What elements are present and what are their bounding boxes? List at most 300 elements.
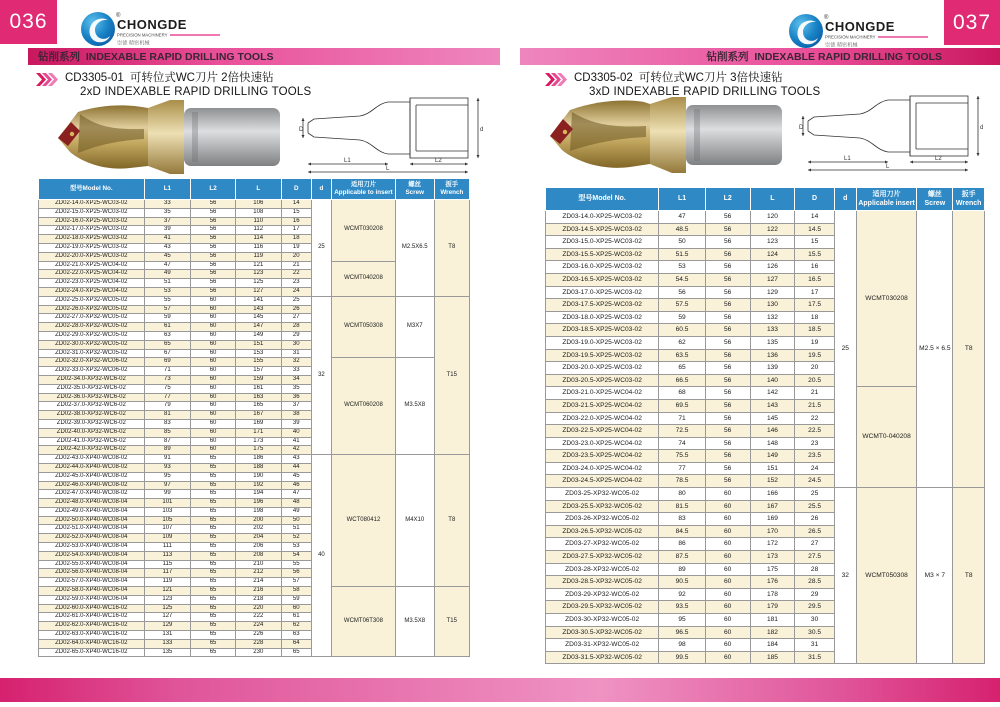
table-cell: 65 [191, 560, 236, 569]
chevron-right-icon [545, 73, 567, 86]
table-cell: ZD02-47.0-XP40-WC08-02 [39, 490, 145, 499]
column-header: L [750, 188, 795, 211]
table-cell: 22.5 [795, 425, 835, 438]
table-cell: 62 [281, 622, 311, 631]
table-cell: 200 [235, 516, 281, 525]
table-row [39, 455, 470, 464]
logo-chinese-text: 崇德 精密机械 [117, 40, 150, 47]
table-cell: 155 [235, 358, 281, 367]
table-cell: 81 [144, 411, 191, 420]
table-cell: 145 [235, 314, 281, 323]
table-cell: 119 [144, 578, 191, 587]
table-cell: 122 [750, 223, 795, 236]
table-cell: 19 [795, 336, 835, 349]
table-cell: 49 [144, 270, 191, 279]
column-header: L1 [144, 179, 191, 200]
dim-label-L: L [886, 164, 890, 170]
table-cell: 171 [235, 428, 281, 437]
table-cell: ZD02-27.0-XP32-WC05-02 [39, 314, 145, 323]
table-cell: 56 [705, 437, 750, 450]
product-title-zh: 可转位式WC刀片 2倍快速钻 [129, 72, 274, 84]
table-cell: 190 [235, 472, 281, 481]
table-cell: 16 [795, 261, 835, 274]
table-cell: 63.5 [659, 349, 706, 362]
table-cell: 116 [235, 243, 281, 252]
table-cell: 65 [191, 613, 236, 622]
drill-photo [542, 92, 800, 185]
table-cell: 65 [191, 648, 236, 657]
table-cell: ZD02-26.0-XP32-WC05-02 [39, 305, 145, 314]
table-cell: 60 [191, 437, 236, 446]
table-cell: ZD02-61.0-XP40-WC16-02 [39, 613, 145, 622]
table-cell: 60 [191, 340, 236, 349]
table-cell: 166 [750, 488, 795, 501]
table-cell: 198 [235, 507, 281, 516]
table-cell: 56 [705, 273, 750, 286]
table-cell: 228 [235, 639, 281, 648]
table-row [39, 587, 470, 596]
table-cell: 65 [191, 543, 236, 552]
d-cell: 25 [834, 211, 856, 488]
table-cell: 31.5 [795, 651, 835, 664]
table-cell: 60 [705, 551, 750, 564]
table-cell: 41 [281, 437, 311, 446]
table-cell: ZD02-57.0-XP40-WC08-04 [39, 578, 145, 587]
table-cell: 60 [191, 384, 236, 393]
table-cell: 142 [750, 387, 795, 400]
table-cell: 53 [144, 287, 191, 296]
table-cell: 65 [191, 622, 236, 631]
product-code-title [574, 71, 820, 85]
table-cell: 22 [795, 412, 835, 425]
table-cell: 117 [144, 569, 191, 578]
table-cell: 146 [750, 425, 795, 438]
table-cell: 81.5 [659, 500, 706, 513]
table-cell: 60 [705, 639, 750, 652]
table-cell: 107 [144, 525, 191, 534]
table-cell: 56 [705, 248, 750, 261]
table-row [546, 488, 985, 501]
product-title-en: 2xD INDEXABLE RAPID DRILLING TOOLS [80, 86, 312, 99]
table-cell: 56 [191, 270, 236, 279]
table-cell: 21 [795, 387, 835, 400]
table-cell: ZD02-18.0-XP25-WC03-02 [39, 235, 145, 244]
table-cell: 222 [235, 613, 281, 622]
table-cell: 58 [281, 587, 311, 596]
table-cell: ZD03-27.5-XP32-WC05-02 [546, 551, 659, 564]
table-cell: 60 [191, 393, 236, 402]
table-cell: 84.5 [659, 525, 706, 538]
dim-label-L2: L2 [935, 156, 942, 162]
wrench-cell: T8 [953, 488, 985, 664]
table-cell: 21 [281, 261, 311, 270]
table-cell: 17 [795, 286, 835, 299]
table-cell: ZD02-44.0-XP40-WC08-02 [39, 463, 145, 472]
table-cell: 136 [750, 349, 795, 362]
table-cell: 47 [659, 211, 706, 224]
table-cell: ZD02-24.0-XP25-WC04-02 [39, 287, 145, 296]
table-cell: ZD03-25-XP32-WC05-02 [546, 488, 659, 501]
table-cell: 48 [281, 499, 311, 508]
table-cell: 65 [191, 507, 236, 516]
table-cell: 17 [281, 226, 311, 235]
table-cell: 135 [144, 648, 191, 657]
table-cell: 173 [750, 551, 795, 564]
table-cell: ZD02-32.0-XP32-WC06-02 [39, 358, 145, 367]
table-cell: 83 [659, 513, 706, 526]
table-cell: 210 [235, 560, 281, 569]
table-cell: ZD03-29-XP32-WC05-02 [546, 588, 659, 601]
table-cell: 77 [659, 462, 706, 475]
table-cell: 92 [659, 588, 706, 601]
table-cell: 66.5 [659, 374, 706, 387]
table-cell: ZD03-30-XP32-WC05-02 [546, 614, 659, 627]
table-cell: 56 [191, 243, 236, 252]
table-cell: 60 [191, 314, 236, 323]
table-cell: ZD02-34.0-XP32-WC6-02 [39, 375, 145, 384]
table-cell: 188 [235, 463, 281, 472]
table-cell: 26 [281, 305, 311, 314]
table-cell: 19 [281, 243, 311, 252]
table-cell: 47 [281, 490, 311, 499]
table-cell: ZD02-33.0-XP32-WC06-02 [39, 367, 145, 376]
insert-cell: WCT080412 [332, 455, 396, 587]
table-cell: ZD02-39.0-XP32-WC6-02 [39, 419, 145, 428]
table-cell: 60 [705, 626, 750, 639]
table-cell: 20.5 [795, 374, 835, 387]
table-cell: 60 [705, 513, 750, 526]
table-cell: 149 [750, 450, 795, 463]
catalog-page-right [500, 0, 1000, 707]
table-cell: 56 [191, 261, 236, 270]
table-cell: 60 [705, 651, 750, 664]
table-cell: ZD03-28.5-XP32-WC05-02 [546, 576, 659, 589]
table-cell: 89 [144, 446, 191, 455]
table-cell: 56 [705, 399, 750, 412]
table-cell: ZD02-30.0-XP32-WC05-02 [39, 340, 145, 349]
table-cell: ZD03-18.5-XP25-WC03-02 [546, 324, 659, 337]
table-cell: 123 [144, 595, 191, 604]
dim-label-L1: L1 [344, 158, 351, 164]
table-cell: 27 [281, 314, 311, 323]
table-cell: 135 [750, 336, 795, 349]
table-cell: ZD02-65.0-XP40-WC16-02 [39, 648, 145, 657]
table-cell: 87 [144, 437, 191, 446]
table-cell: 56 [705, 387, 750, 400]
table-cell: 49 [281, 507, 311, 516]
table-cell: ZD03-19.5-XP25-WC03-02 [546, 349, 659, 362]
column-header: L [235, 179, 281, 200]
wrench-cell: T8 [434, 455, 469, 587]
table-cell: ZD03-22.0-XP25-WC04-02 [546, 412, 659, 425]
insert-cell: WCMT060208 [332, 358, 396, 455]
table-cell: 119 [235, 252, 281, 261]
column-header: 螺丝 Screw [395, 179, 434, 200]
table-cell: 50 [281, 516, 311, 525]
table-cell: 55 [281, 560, 311, 569]
table-cell: 52 [281, 534, 311, 543]
d-cell: 40 [311, 455, 331, 657]
logo-tagline: PRECISION MACHINERY [825, 34, 876, 40]
wrench-cell: T8 [434, 200, 469, 297]
table-cell: 40 [281, 428, 311, 437]
table-cell: 60 [191, 446, 236, 455]
table-cell: 63 [281, 631, 311, 640]
table-cell: 127 [750, 273, 795, 286]
table-cell: 65 [191, 551, 236, 560]
dim-label-D: D [299, 127, 304, 133]
table-header-row [546, 188, 985, 211]
registered-mark: ® [824, 15, 829, 21]
column-header: 型号Model No. [39, 179, 145, 200]
table-cell: ZD02-58.0-XP40-WC06-04 [39, 587, 145, 596]
table-cell: 50 [659, 236, 706, 249]
table-cell: 16 [281, 217, 311, 226]
table-cell: 60 [705, 576, 750, 589]
table-cell: ZD03-23.0-XP25-WC04-02 [546, 437, 659, 450]
table-cell: 123 [750, 236, 795, 249]
table-cell: 148 [750, 437, 795, 450]
shank-notch [192, 112, 198, 162]
table-cell: 15 [281, 208, 311, 217]
table-cell: 26.5 [795, 525, 835, 538]
table-cell: 33 [144, 200, 191, 209]
table-cell: 34 [281, 375, 311, 384]
table-cell: 45 [281, 472, 311, 481]
table-cell: 60 [191, 305, 236, 314]
table-cell: ZD02-60.0-XP40-WC16-02 [39, 604, 145, 613]
table-cell: 105 [144, 516, 191, 525]
column-header: L2 [191, 179, 236, 200]
table-cell: 60 [705, 488, 750, 501]
table-cell: 24.5 [795, 475, 835, 488]
table-cell: ZD03-22.5-XP25-WC04-02 [546, 425, 659, 438]
table-cell: 103 [144, 507, 191, 516]
column-header: 扳手 Wrench [434, 179, 469, 200]
table-cell: 60 [705, 500, 750, 513]
table-cell: 56 [705, 299, 750, 312]
table-cell: 75 [144, 384, 191, 393]
table-cell: 147 [235, 323, 281, 332]
series-bar [28, 48, 500, 65]
table-cell: 131 [144, 631, 191, 640]
table-cell: 169 [235, 419, 281, 428]
table-cell: 30 [795, 614, 835, 627]
table-cell: 140 [750, 374, 795, 387]
table-cell: 65 [191, 569, 236, 578]
table-cell: 176 [750, 576, 795, 589]
table-cell: 35 [281, 384, 311, 393]
table-cell: 120 [750, 211, 795, 224]
table-cell: ZD02-19.0-XP25-WC03-02 [39, 243, 145, 252]
table-cell: 56 [191, 217, 236, 226]
table-cell: 45 [144, 252, 191, 261]
table-row [39, 296, 470, 305]
table-cell: 65 [191, 631, 236, 640]
table-cell: 132 [750, 311, 795, 324]
table-cell: 56 [705, 412, 750, 425]
table-cell: 194 [235, 490, 281, 499]
table-cell: 36 [281, 393, 311, 402]
table-cell: 65 [191, 639, 236, 648]
table-cell: ZD03-15.5-XP25-WC03-02 [546, 248, 659, 261]
table-cell: 18.5 [795, 324, 835, 337]
table-cell: 111 [144, 543, 191, 552]
insert-cell: WCMT040208 [332, 261, 396, 296]
column-header: L1 [659, 188, 706, 211]
table-cell: 178 [750, 588, 795, 601]
table-cell: 208 [235, 551, 281, 560]
shank-notch [694, 109, 700, 161]
table-cell: 151 [235, 340, 281, 349]
table-cell: 113 [144, 551, 191, 560]
table-cell: ZD02-64.0-XP40-WC16-02 [39, 639, 145, 648]
table-cell: ZD03-23.5-XP25-WC04-02 [546, 450, 659, 463]
table-cell: 60 [191, 296, 236, 305]
table-cell: ZD03-20.5-XP25-WC03-02 [546, 374, 659, 387]
page-number-badge: 036 [0, 0, 57, 44]
table-cell: 79 [144, 402, 191, 411]
table-cell: ZD03-16.0-XP25-WC03-02 [546, 261, 659, 274]
table-cell: 214 [235, 578, 281, 587]
table-cell: 14 [795, 211, 835, 224]
dimension-drawing [796, 90, 988, 179]
table-cell: 59 [659, 311, 706, 324]
table-cell: 41 [144, 235, 191, 244]
table-cell: 56 [705, 462, 750, 475]
table-cell: ZD02-48.0-XP40-WC08-04 [39, 499, 145, 508]
table-cell: 28.5 [795, 576, 835, 589]
table-cell: ZD02-31.0-XP32-WC05-02 [39, 349, 145, 358]
table-cell: 129 [750, 286, 795, 299]
table-cell: 51 [144, 279, 191, 288]
table-cell: 48.5 [659, 223, 706, 236]
table-cell: 124 [750, 248, 795, 261]
table-cell: 226 [235, 631, 281, 640]
bottom-accent-bar [0, 678, 1000, 702]
table-cell: ZD03-31.5-XP32-WC05-02 [546, 651, 659, 664]
table-cell: 23 [795, 437, 835, 450]
table-cell: 60 [705, 614, 750, 627]
table-cell: 60 [705, 563, 750, 576]
spec-table-3xd [545, 187, 985, 664]
logo-brand-text: CHONGDE [117, 17, 187, 32]
product-code-title [65, 71, 311, 85]
table-cell: 196 [235, 499, 281, 508]
table-cell: 23 [281, 279, 311, 288]
table-cell: 51.5 [659, 248, 706, 261]
insert-cell: WCMT030208 [856, 211, 917, 387]
spec-table-2xd [38, 178, 470, 657]
table-cell: 60.5 [659, 324, 706, 337]
table-cell: 91 [144, 455, 191, 464]
dim-label-d: d [480, 127, 484, 133]
table-cell: 43 [144, 243, 191, 252]
table-cell: 27.5 [795, 551, 835, 564]
product-code: CD3305-01 [65, 72, 124, 84]
table-cell: 19.5 [795, 349, 835, 362]
table-cell: 56 [705, 450, 750, 463]
table-cell: 101 [144, 499, 191, 508]
table-cell: 56 [705, 349, 750, 362]
table-cell: 170 [750, 525, 795, 538]
table-cell: 30.5 [795, 626, 835, 639]
brand-logo [80, 8, 230, 53]
table-cell: 18 [795, 311, 835, 324]
table-cell: 167 [235, 411, 281, 420]
table-cell: 56 [705, 211, 750, 224]
table-cell: 53 [281, 543, 311, 552]
table-cell: 60 [191, 367, 236, 376]
table-cell: ZD02-38.0-XP32-WC6-02 [39, 411, 145, 420]
table-cell: 216 [235, 587, 281, 596]
table-cell: 77 [144, 393, 191, 402]
column-header: 适用刀片 Applicable to insert [332, 179, 396, 200]
table-cell: ZD02-15.0-XP25-WC03-02 [39, 208, 145, 217]
table-cell: ZD02-41.0-XP32-WC6-02 [39, 437, 145, 446]
series-bar [520, 48, 1000, 65]
table-cell: 130 [750, 299, 795, 312]
table-cell: 29 [795, 588, 835, 601]
table-cell: 60 [191, 375, 236, 384]
column-header: L2 [705, 188, 750, 211]
column-header: 型号Model No. [546, 188, 659, 211]
table-cell: 17.5 [795, 299, 835, 312]
table-cell: ZD02-55.0-XP40-WC08-04 [39, 560, 145, 569]
table-cell: 65 [191, 481, 236, 490]
table-cell: 172 [750, 538, 795, 551]
table-cell: 184 [750, 639, 795, 652]
screw-cell: M3.5X8 [395, 587, 434, 657]
table-cell: 28 [281, 323, 311, 332]
table-cell: 60 [191, 419, 236, 428]
table-cell: ZD02-42.0-XP32-WC6-02 [39, 446, 145, 455]
product-title-zh: 可转位式WC刀片 3倍快速钻 [638, 72, 783, 84]
table-cell: 56 [191, 279, 236, 288]
table-cell: 75.5 [659, 450, 706, 463]
table-cell: 123 [235, 270, 281, 279]
table-cell: 149 [235, 331, 281, 340]
table-cell: 179 [750, 601, 795, 614]
table-cell: 60 [705, 525, 750, 538]
table-cell: ZD03-29.5-XP32-WC05-02 [546, 601, 659, 614]
table-cell: 15.5 [795, 248, 835, 261]
table-cell: ZD02-16.0-XP25-WC03-02 [39, 217, 145, 226]
table-cell: 65 [191, 534, 236, 543]
table-cell: 26 [795, 513, 835, 526]
table-cell: 39 [144, 226, 191, 235]
table-cell: 143 [235, 305, 281, 314]
table-cell: 127 [144, 613, 191, 622]
column-header: d [311, 179, 331, 200]
table-cell: 175 [235, 446, 281, 455]
table-cell: 32 [281, 358, 311, 367]
table-cell: 20 [281, 252, 311, 261]
table-cell: 56 [705, 374, 750, 387]
dim-label-L1: L1 [844, 156, 851, 162]
table-cell: 33 [281, 367, 311, 376]
product-code: CD3305-02 [574, 72, 633, 84]
table-cell: 37 [281, 402, 311, 411]
table-cell: 108 [235, 208, 281, 217]
table-cell: 110 [235, 217, 281, 226]
insert-cell: WCMT06T308 [332, 587, 396, 657]
table-cell: 65 [191, 595, 236, 604]
table-cell: 125 [144, 604, 191, 613]
table-cell: 56 [191, 287, 236, 296]
table-cell: 54 [281, 551, 311, 560]
insert-cell: WCMT030208 [332, 200, 396, 262]
